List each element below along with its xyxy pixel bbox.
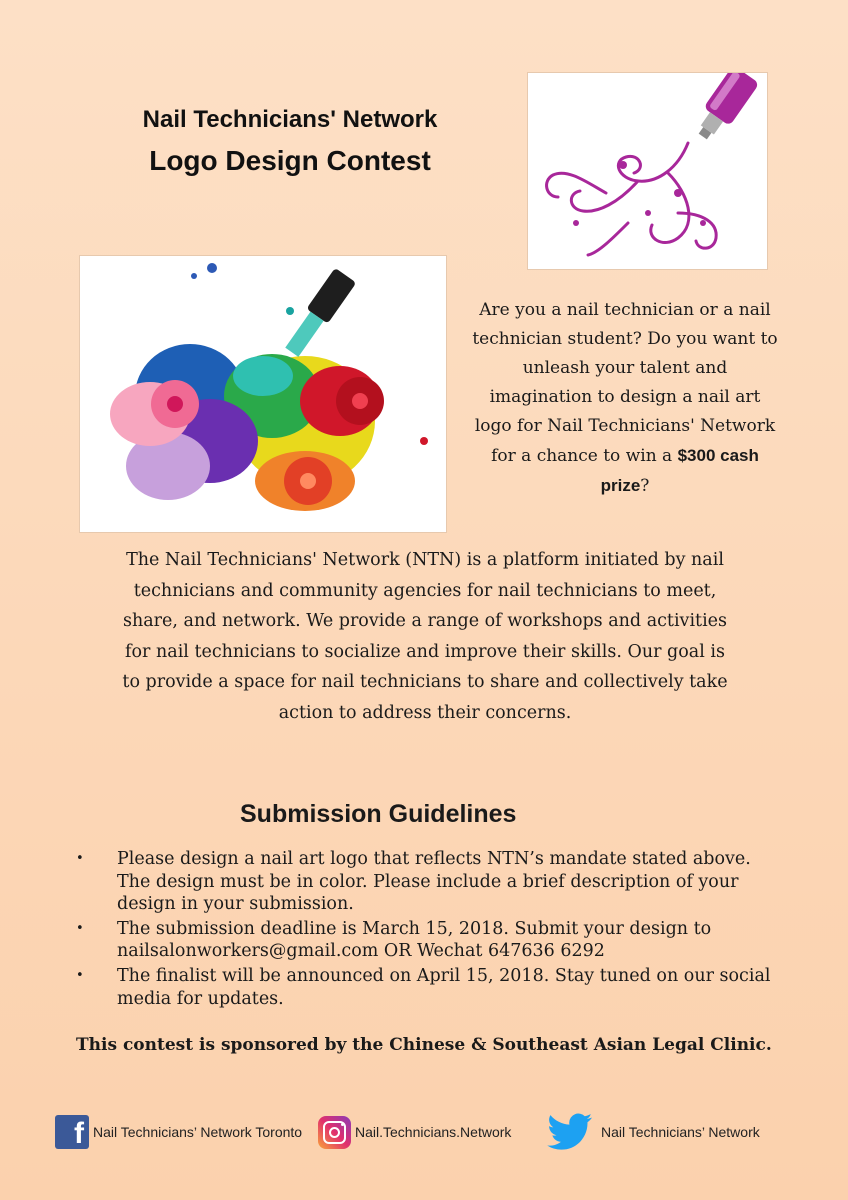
facebook-link[interactable] (55, 1112, 302, 1152)
guideline-item (76, 918, 776, 963)
facebook-icon (55, 1115, 89, 1149)
intro-text (470, 296, 780, 501)
facebook-label: Nail Technicians’ Network Toronto (93, 1124, 303, 1140)
about-paragraph: The Nail Technicians' Network (NTN) is a platform initiated by nail technicians and community agencies for nail technicians to meet, share, and network. We provide a range of workshops and activities for nail technicians to socialize and improve their skills. Our goal is to provide a space for nail technicians to share and collectively take action to address their concerns. (122, 550, 728, 723)
purple-polish-image (527, 72, 768, 270)
guideline-item (76, 965, 776, 1010)
rainbow-polish-image (79, 255, 447, 533)
intro-question: Are you a nail technician or a nail technician student? Do you want to unleash your talent and imagination to design a nail art logo for Nail Technicians' Network for a chance to win a (472, 300, 778, 466)
facebook-glyph: f (74, 1117, 84, 1150)
bullet-icon: • (76, 851, 84, 866)
guideline-text: The finalist will be announced on April 15, 2018. Stay tuned on our social media for updates. (117, 965, 771, 1009)
twitter-link[interactable] (547, 1112, 760, 1152)
guideline-text: The submission deadline is March 15, 2018. Submit your design to nailsalonworkers@gmail.com OR Wechat 647636 6292 (117, 918, 712, 962)
cash-prize: $300 cash prize (600, 446, 759, 495)
sponsor-note: This contest is sponsored by the Chinese & Southeast Asian Legal Clinic. (76, 1035, 772, 1055)
instagram-label: Nail.Technicians.Network (355, 1124, 512, 1140)
submission-heading: Submission Guidelines (240, 800, 517, 828)
instagram-link[interactable] (318, 1112, 511, 1152)
page-title: Nail Technicians' Network (142, 106, 438, 133)
twitter-icon (547, 1113, 593, 1151)
guideline-text: Please design a nail art logo that reflects NTN’s mandate stated above. The design must be in color. Please include a brief description of your design in your submission. (117, 849, 751, 915)
guidelines-list (76, 848, 776, 1012)
bullet-icon: • (76, 920, 84, 936)
twitter-label: Nail Technicians’ Network (601, 1124, 760, 1140)
intro-end: ? (640, 476, 650, 496)
bullet-icon: • (76, 967, 84, 983)
guideline-item (76, 848, 776, 916)
page-subtitle: Logo Design Contest (149, 145, 431, 176)
instagram-icon (318, 1116, 351, 1149)
